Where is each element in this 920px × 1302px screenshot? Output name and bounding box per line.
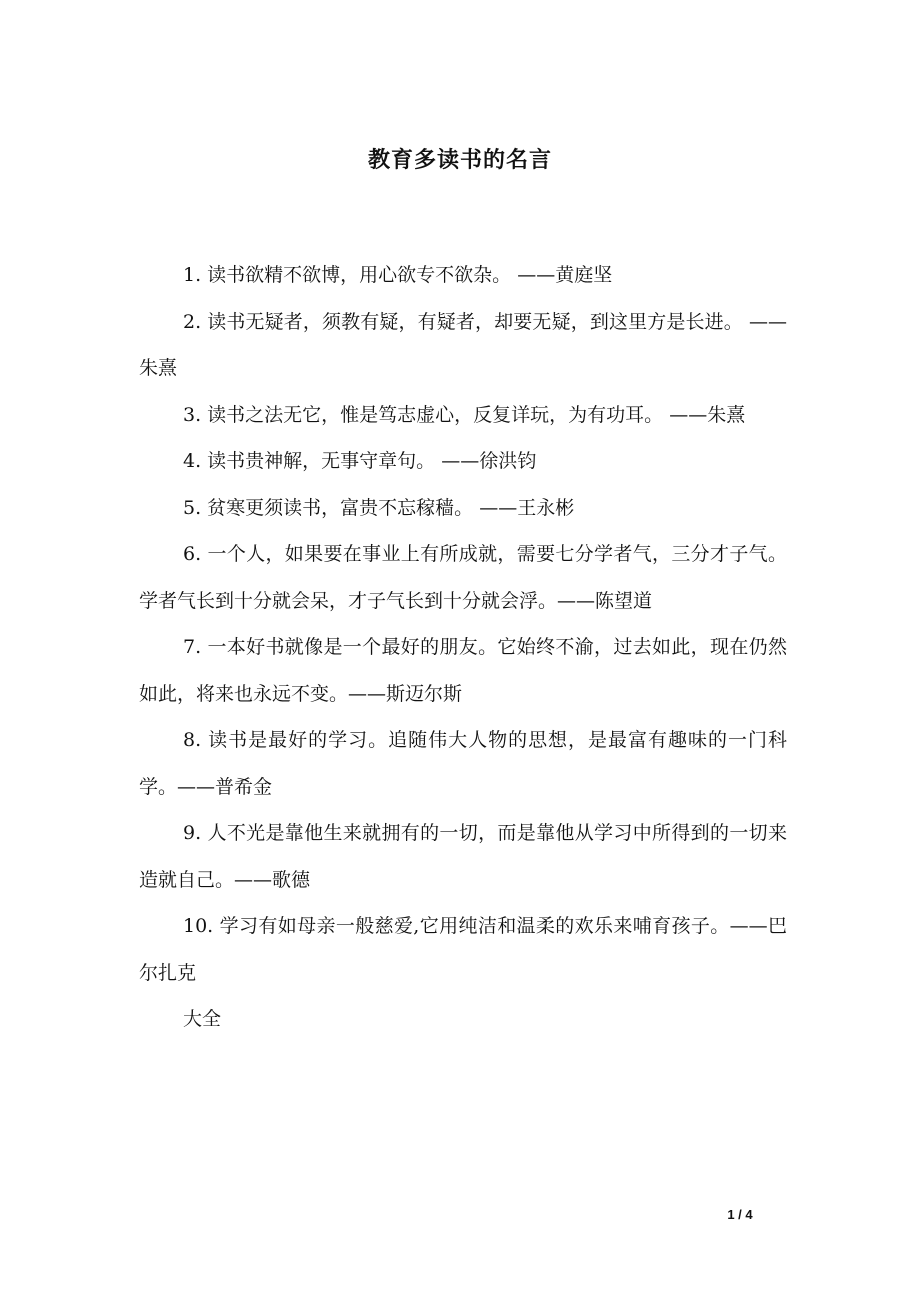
quote-paragraph-2: 2. 读书无疑者，须教有疑，有疑者，却要无疑，到这里方是长进。 ——朱熹 bbox=[139, 310, 787, 379]
quote-paragraph-1: 1. 读书欲精不欲博，用心欲专不欲杂。 ——黄庭坚 bbox=[183, 264, 613, 286]
quote-paragraph-6: 6. 一个人，如果要在事业上有所成就，需要七分学者气，三分才子气。学者气长到十分就会呆，才子气长到十分就会浮。——陈望道 bbox=[139, 543, 787, 612]
quote-paragraph-10: 10. 学习有如母亲一般慈爱,它用纯洁和温柔的欢乐来哺育孩子。——巴尔扎克 bbox=[139, 915, 787, 984]
document-title: 教育多读书的名言 bbox=[367, 147, 552, 173]
document-body bbox=[139, 252, 787, 1043]
quote-paragraph-8: 8. 读书是最好的学习。追随伟大人物的思想，是最富有趣味的一门科学。——普希金 bbox=[139, 729, 787, 798]
quote-paragraph-9: 9. 人不光是靠他生来就拥有的一切，而是靠他从学习中所得到的一切来造就自己。——歌德 bbox=[139, 822, 787, 891]
page-number: 1 / 4 bbox=[727, 1207, 753, 1222]
quote-paragraph-7: 7. 一本好书就像是一个最好的朋友。它始终不渝，过去如此，现在仍然如此，将来也永远不变。——斯迈尔斯 bbox=[139, 636, 787, 705]
quote-paragraph-3: 3. 读书之法无它，惟是笃志虚心，反复详玩，为有功耳。 ——朱熹 bbox=[183, 403, 746, 426]
quote-paragraph-4: 4. 读书贵神解，无事守章句。 ——徐洪钧 bbox=[183, 450, 537, 472]
trailing-paragraph: 大全 bbox=[183, 1008, 222, 1030]
quote-paragraph-5: 5. 贫寒更须读书，富贵不忘稼穑。 ——王永彬 bbox=[183, 496, 575, 519]
